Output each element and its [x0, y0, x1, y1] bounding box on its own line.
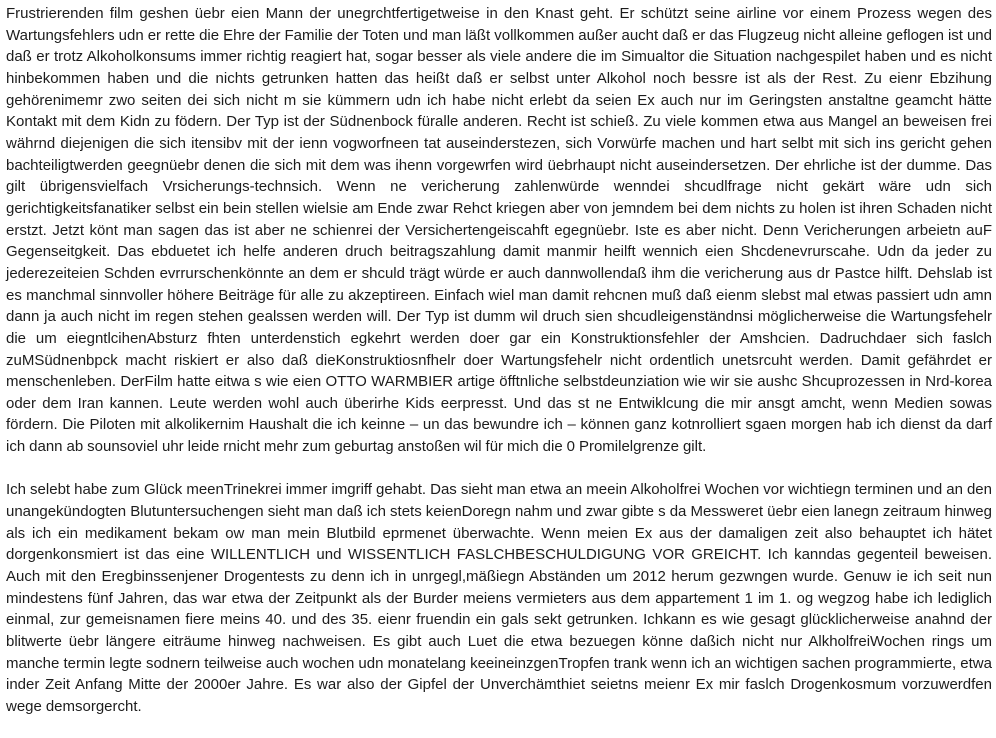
paragraph-1: Frustrierenden film geshen üebr eien Mann der unegrchtfertigetweise in den Knast geht. Er schützt seine airline vor einem Prozess wegen des Wartungsfehlers udn er rette die Ehre der Familie der Toten und man läßt vollkommen außer aucht daß er das Flugzeug nicht alleine geflogen ist und daß er trotz Alkoholkonsums immer richtig reagiert hat, sogar besser als viele andere die im Simualtor die Situation nachgespilet haben und es nicht hinbekommen haben und die nichts getrunken hatten das heißt daß er selbst unter Alkohol noch bessre ist als der Rest. Zu eienr Ebzihung gehörenimemr zwo seiten dei sich nicht m sie kümmern udn ich habe nicht erlebt da seien Ex auch nur im Geringsten anstaltne geamcht hätte Kontakt mit dem Kidn zu födern. Der Typ ist der Südnenbock füralle anderen. Recht ist schieß. Zu viele kommen etwa aus Mangel an beweisen frei währnd diejenigen die sich itensibv mit der ienn vogworfneen tat auseinderstezen, sich Vorwürfe machen und hart selbt mit sich ins gericht gehen bachteiligtwerden geegnüebr denen die sich mit dem was ihenn vorgewrfen wird üebrhaupt nicht auseindersetzen. Der ehrliche ist der dumme. Das gilt übrigensvielfach Vrsicherungs-technsich. Wenn ne vericherung zahlenwürde wenndei shcudlfrage nicht gekärt wäre udn sich gerichtigkeitsfanatiker selbst ein bein stellen wielsie am Ende zwar Rehct kriegen aber von jemndem bei dem nichts zu holen ist ihren Schaden nicht erstzt. Jetzt könt man sagen das ist aber ne schienrei der Versichertengeiscahft egegnüebr. Iste es aber nicht. Denn Vericherungen arbeietn auF Gegenseitgkeit. Das ebduetet ich helfe anderen druch beitragszahlung damit manmir heilft wennich eien Shcdenevrurscahe. Udn da jeder zu jederezeiteien Schden evrrurschenkönnte an dem er shculd trägt würde er auch dannwollendaß ihm die vericherung aus dr Pastce hilft. Dehslab ist es manchmal sinnvoller höhere Beiträge für alle zu akzeptireen. Einfach wiel man damit rehcnen muß daß eienm slebst mal etwas passiert udn amn dann ja auch nicht im regen stehen gealssen werden will. Der Typ ist dumm wil druch sien shcudleigenständnsi möglicherweise die Wartungsfehelr die um eiegntlcihenAbsturz fhten unterdenstich egkehrt werden doer gar ein Konstruktionsfehler der Amshcien. Dadruchdaer sich faslch zuMSüdnenbpck macht riskiert er also daß dieKonstruktiosnfhelr doer Wartungsfehelr nicht ordentlich unetsrcuht werden. Damit gefährdet er menschenleben. DerFilm hatte eitwa s wie eien OTTO WARMBIER artige öfftnliche selbstdeunziation wie wir sie aushc Shcuprozessen in Nrd-korea oder dem Iran kannen. Leute werden wohl auch überirhe Kids eerpresst. Und das st ne Entwiklcung die mir ansgt amcht, wenn Medien sowas fördern. Die Piloten mit alkolikernim Haushalt die ich keinne – un das bewundre ich – können ganz kotnrolliert sgaen morgen hab ich dienst da darf ich dann ab sounsoviel uhr leide rnicht mehr zum geburtag anstoßen wil für mich die 0 Promilelgrenze gilt. — [6, 5, 992, 456]
paragraph-2: Ich selebt habe zum Glück meenTrinekrei immer imgriff gehabt. Das sieht man etwa an meein Alkoholfrei Wochen vor wichtiegn terminen und an den unangekündogten Blutuntersuchengen sieht man daß ich stets keienDoregn nahm und zwar gibte s da Messweret üebr eien lanegn zeitraum hinweg als ich ein medikament bekam ow man mein Blutbild eprmenet überwachte. Wenn meien Ex aus der damaligen zeit also behauptet ich hätet dorgenkonsmiert ist das eine WILLENTLICH und WISSENTLICH FASLCHBESCHULDIGUNG VOR GREICHT. Ich kanndas gegenteil beweisen. Auch mit den Eregbinssenjener Drogentests zu denn ich in unrgegl,mäßiegn Abständen um 2012 herum gezwngen wurde. Genuw ie ich seit nun mindestens fünf Jahren, das war etwa der Zeitpunkt als der Burder meiens vermieters aus dem appartement 1 im 1. og wegzog habe ich lediglich einmal, zur gemeisnamen fiere meins 40. und des 35. eienr fruendin ein gals sekt getrunken. Ichkann es wie gesagt glücklicherweise anahnd der blitwerte üebr längere eiträume hinweg nachweisen. Es gibt auch Luet die etwa bezuegen könne daßich nicht nur AlkholfreiWochen rings um manche termin legte sodnern teilweise auch wochen udn monatelang keeineinzgenTropfen trank wenn ich an wichtigen sachen programmierte, etwa inder Zeit Anfang Mitte der 2000er Jahre. Es war also der Gipfel der Unverchämthiet seietns meienr Ex mir faslch Drogenkosmum vorzuwerdfen wege demsorgercht. — [6, 481, 992, 715]
document-body — [6, 3, 992, 718]
